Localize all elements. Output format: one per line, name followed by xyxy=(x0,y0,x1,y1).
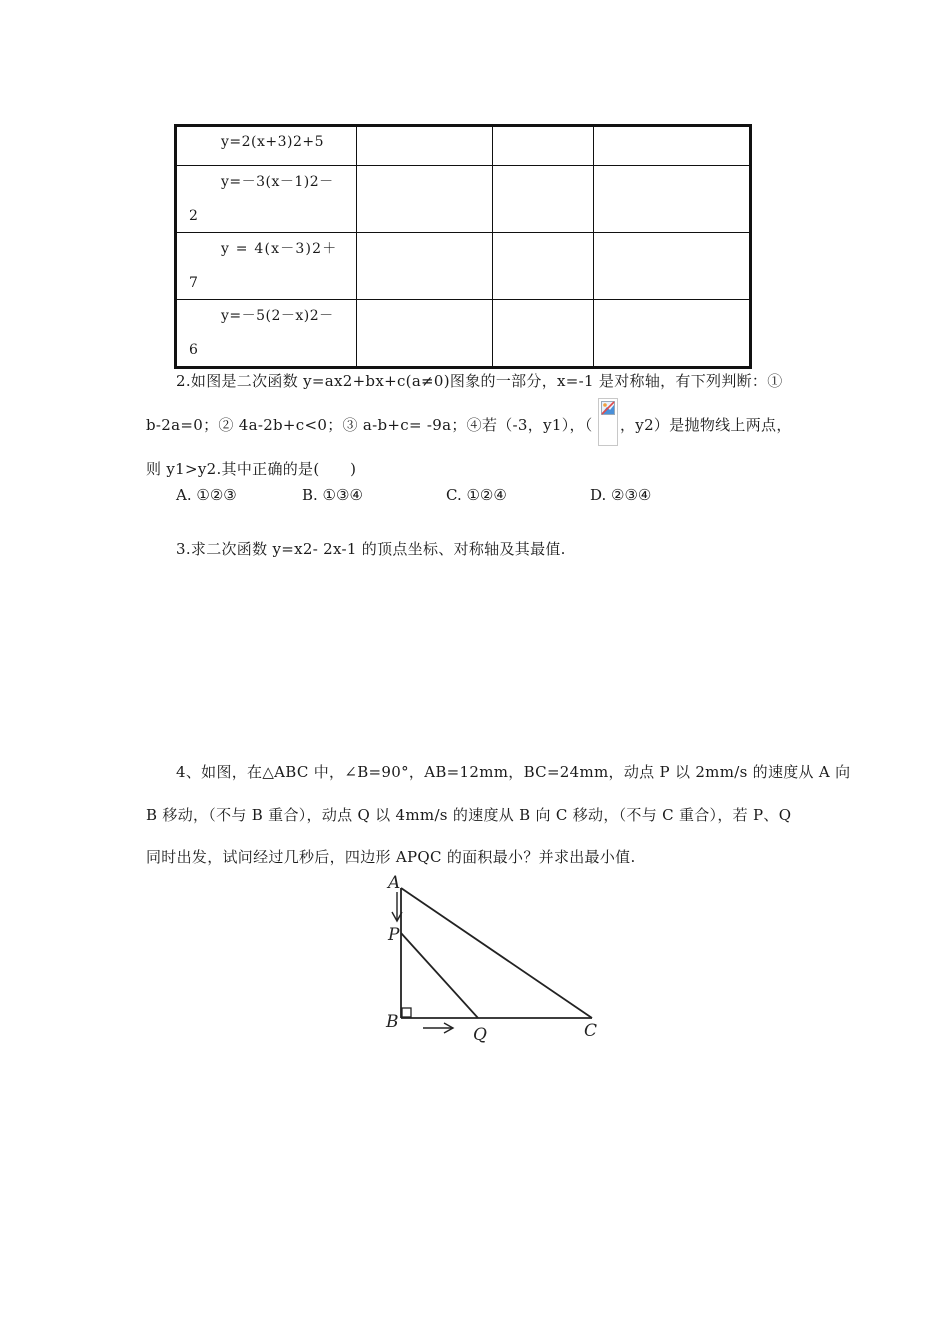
table-cell[interactable] xyxy=(357,233,493,300)
q4-line-2: B 移动，（不与 B 重合），动点 Q 以 4mm/s 的速度从 B 向 C 移动，（不与 C 重合），若 P、Q xyxy=(146,806,792,824)
q2-line-2b: ，y2）是抛物线上两点， xyxy=(620,416,792,434)
formula-line: y=－3(x－1)2－ xyxy=(221,174,334,190)
right-angle-marker xyxy=(402,1008,411,1017)
q2-line-3: 则 y1>y2.其中正确的是( ) xyxy=(146,460,357,478)
label-a: A xyxy=(388,873,401,893)
formula-text xyxy=(177,166,356,226)
table-cell[interactable] xyxy=(357,300,493,368)
table-cell[interactable] xyxy=(594,233,751,300)
table-row xyxy=(176,233,751,300)
formula-line: y=－5(2－x)2－ xyxy=(221,308,334,324)
table-row xyxy=(176,166,751,233)
table-cell[interactable] xyxy=(594,126,751,166)
option-c[interactable]: C. ①②④ xyxy=(446,486,507,504)
label-q: Q xyxy=(473,1025,487,1045)
image-placeholder-icon xyxy=(601,401,615,415)
function-table xyxy=(174,124,752,369)
q4-line-1: 4、如图，在△ABC 中，∠B=90°，AB=12mm，BC=24mm，动点 P 以 2mm/s 的速度从 A 向 xyxy=(176,763,851,781)
option-b[interactable]: B. ①③④ xyxy=(302,486,363,504)
segment-pq xyxy=(401,933,478,1018)
table-cell[interactable] xyxy=(357,126,493,166)
formula-cell xyxy=(176,166,357,233)
table-cell[interactable] xyxy=(493,300,594,368)
broken-image-icon xyxy=(598,398,618,446)
formula-cell xyxy=(176,126,357,166)
q4-line-3: 同时出发，试问经过几秒后，四边形 APQC 的面积最小？并求出最小值. xyxy=(146,848,636,866)
table-cell[interactable] xyxy=(493,166,594,233)
q2-line-1: 2.如图是二次函数 y=ax2+bx+c(a≠0)图象的一部分，x=-1 是对称轴，有下列判断：① xyxy=(176,372,783,390)
formula-cell xyxy=(176,300,357,368)
table-row xyxy=(176,126,751,166)
table-row xyxy=(176,300,751,368)
label-c: C xyxy=(584,1021,598,1041)
side-ac xyxy=(401,888,592,1018)
option-d[interactable]: D. ②③④ xyxy=(590,486,652,504)
formula-line: 6 xyxy=(189,342,199,358)
formula-cell xyxy=(176,233,357,300)
table-cell[interactable] xyxy=(493,126,594,166)
formula-line: 2 xyxy=(189,208,199,224)
label-b: B xyxy=(386,1012,399,1032)
formula-text xyxy=(177,233,356,293)
table-cell[interactable] xyxy=(594,166,751,233)
formula-text: y=2(x+3)2+5 xyxy=(221,134,325,150)
table-cell[interactable] xyxy=(493,233,594,300)
table-cell[interactable] xyxy=(357,166,493,233)
formula-line: 7 xyxy=(189,275,200,291)
formula-text xyxy=(177,300,356,360)
table-cell[interactable] xyxy=(594,300,751,368)
q3-text: 3.求二次函数 y=x2- 2x-1 的顶点坐标、对称轴及其最值. xyxy=(176,540,566,558)
formula-line: y = 4(x－3)2＋ xyxy=(221,241,338,257)
label-p: P xyxy=(388,925,400,945)
q2-line-2a: b-2a=0；② 4a-2b+c<0；③ a-b+c= -9a；④若（-3，y1），（ xyxy=(146,416,593,434)
triangle-figure xyxy=(380,870,610,1050)
option-a[interactable]: A. ①②③ xyxy=(176,486,237,504)
